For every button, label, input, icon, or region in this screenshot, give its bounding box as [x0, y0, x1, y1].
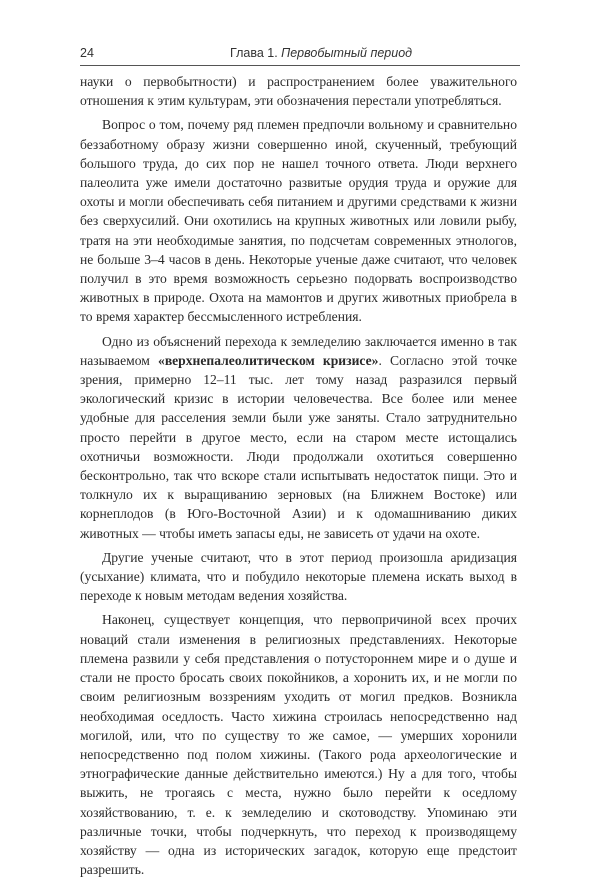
body-text [80, 72, 517, 879]
chapter-prefix: Глава 1. [230, 46, 278, 60]
paragraph [80, 332, 517, 543]
paragraph-text: . Согласно этой точке зрения, примерно 12–11 тыс. лет тому назад разразился первый экологический кризис в истории человечества. Все более или менее удобные для расселения земли были уже заняты. Стало затруднительно просто перейти в другое место, если на старом месте истощались охотничьи возможности. Люди продолжали охотиться совершенно бесконтрольно, так что вскоре стали испытывать недостаток пищи. Это и толкнуло их к выращиванию зерновых (на Ближнем Востоке) или корнеплодов (в Юго-Восточной Азии) и к одомашниванию диких животных — чтобы иметь запасы еды, не зависеть от удачи на охоте. [80, 352, 517, 541]
paragraph-text: Одно из объяснений перехода к земледелию заключается именно в так называемом [80, 333, 517, 368]
chapter-title [230, 46, 412, 60]
paragraph: Вопрос о том, почему ряд племен предпочли вольному и сравнительно беззаботному образу жизни совершенно иной, скученный, требующий большого труда, до сих пор не нашел точного ответа. Люди верхнего палеолита уже имели достаточно развитые орудия труда и оружие для охоты и могли обеспечивать себя питанием и другими средствами к жизни без сверхусилий. Они охотились на крупных животных или ловили рыбу, тратя на эти необходимые занятия, по подсчетам современных этнологов, не больше 3–4 часов в день. Некоторые ученые даже считают, что человек получил в это время возможность серьезно подорвать воспроизводство животных в природе. Охота на мамонтов и других животных приобрела в то время характер бессмысленного истребления. [80, 117, 517, 325]
paragraph: Другие ученые считают, что в этот период произошла аридизация (усыхание) климата, что и побудило некоторые племена искать выход в переходе к новым методам ведения хозяйства. [80, 549, 517, 604]
paragraph: Наконец, существует концепция, что первопричиной всех прочих новаций стали изменения в религиозных представлениях. Некоторые племена развили у себя представления о потустороннем мире и о душе и стали не просто бросать своих покойников, а хоронить их, и не могли по своим религиозным воззрениям уходить от могил предков. Возникла необходимая оседлость. Часто хижина строилась непосредственно над могилой, или, что по существу то же самое, — умерших хоронили непосредственно под полом хижины. (Такого рода археологические и этнографические данные действительно имеются.) Ну а для того, чтобы выжить, не трогаясь с места, нужно было перейти к оседлому хозяйствованию, т. е. к земледелию и скотоводству. Упоминаю эти различные точки, чтобы подчеркнуть, что переход к производящему хозяйству — одна из исторических загадок, которую еще предстоит разрешить. [80, 612, 517, 878]
paragraph-continuation: науки о первобытности) и распространением более уважительного отношения к этим культурам, эти обозначения перестали употребляться. [80, 74, 517, 109]
header-rule [80, 65, 520, 66]
page-number: 24 [80, 46, 94, 60]
chapter-name: Первобытный период [281, 46, 413, 60]
bold-term: «верхнепалеолитическом кризисе» [158, 352, 379, 368]
